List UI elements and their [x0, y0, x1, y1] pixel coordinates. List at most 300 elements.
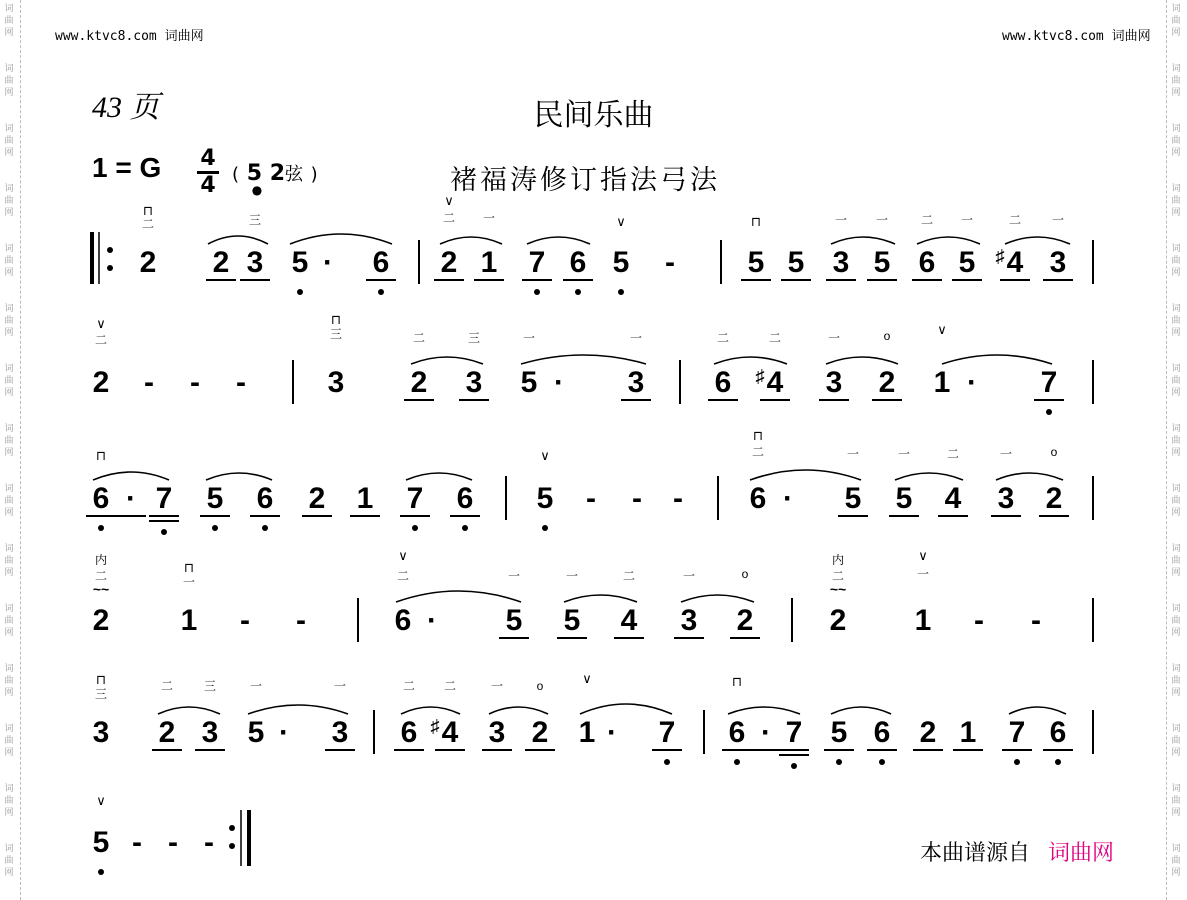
bow-mark: ⊓: [752, 428, 764, 443]
editor-credit: 褚福涛修订指法弓法: [450, 165, 720, 196]
dash-note: -: [665, 246, 675, 279]
dash-note: -: [144, 366, 154, 399]
note: 2: [308, 482, 326, 515]
fingering-mark: 一: [827, 331, 841, 345]
bow-mark: ⊓: [330, 312, 342, 327]
note: 5: [563, 604, 581, 637]
fingering-mark: 三: [203, 679, 217, 693]
note: 4: [944, 482, 962, 515]
note: 2: [829, 604, 847, 637]
note: 5: [844, 482, 862, 515]
note: 6: [456, 482, 474, 515]
watermark-char: 曲: [1171, 436, 1181, 446]
slur: [681, 595, 754, 602]
slur: [831, 237, 895, 244]
watermark-char: 词: [1171, 544, 1181, 554]
fingering-mark: 二: [946, 447, 960, 461]
watermark-char: 曲: [1171, 16, 1181, 26]
note: 2: [92, 366, 110, 399]
watermark-char: 曲: [4, 856, 14, 866]
dot-extension: ·: [279, 716, 289, 749]
bow-mark: ⊓: [731, 674, 743, 689]
slur: [396, 591, 521, 602]
fingering-mark: 三: [329, 327, 343, 341]
dot-extension: ·: [607, 716, 617, 749]
fingering-mark: 二: [442, 211, 456, 225]
watermark-char: 网: [1171, 688, 1181, 698]
bow-mark: ∨: [616, 214, 626, 229]
note: 3: [680, 604, 698, 637]
dot-extension: ·: [554, 366, 564, 399]
fingering-mark: 三: [467, 331, 481, 345]
watermark-char: 网: [1171, 28, 1181, 38]
trill-mark: ~~: [829, 581, 847, 597]
sharp-sign: ♯: [995, 246, 1005, 266]
dot-extension: ·: [967, 366, 977, 399]
bow-mark: ⊓: [95, 672, 107, 687]
note: 5: [536, 482, 554, 515]
fingering-mark: 一: [875, 213, 889, 227]
watermark-char: 网: [1171, 508, 1181, 518]
note: 1: [933, 366, 951, 399]
watermark-char: 曲: [4, 196, 14, 206]
octave-dot: [734, 759, 740, 765]
watermark-char: 曲: [1171, 196, 1181, 206]
watermark-char: 网: [4, 508, 14, 518]
fingering-mark: 二: [716, 331, 730, 345]
fingering-mark: 二: [141, 217, 155, 231]
note: 2: [410, 366, 428, 399]
dot-extension: ·: [126, 482, 136, 515]
note: 2: [158, 716, 176, 749]
fingering-mark: 一: [629, 331, 643, 345]
watermark-char: 网: [1171, 748, 1181, 758]
note: 3: [997, 482, 1015, 515]
octave-dot: [575, 289, 581, 295]
bow-mark: ∨: [918, 548, 928, 563]
watermark-char: 词: [4, 64, 14, 74]
watermark-char: 网: [4, 748, 14, 758]
dash-note: -: [586, 482, 596, 515]
fingering-mark: 一: [960, 213, 974, 227]
fingering-mark: 一: [916, 567, 930, 581]
note: 5: [247, 716, 265, 749]
octave-dot: [378, 289, 384, 295]
note: 6: [400, 716, 418, 749]
slur: [401, 707, 460, 714]
bow-mark: ∨: [540, 448, 550, 463]
slur: [750, 470, 861, 480]
octave-dot: [664, 759, 670, 765]
dash-note: -: [204, 826, 214, 859]
octave-dot: [297, 289, 303, 295]
watermark-char: 网: [1171, 808, 1181, 818]
watermark-char: 曲: [1171, 796, 1181, 806]
note: 7: [528, 246, 546, 279]
fingering-mark: 内: [94, 553, 108, 567]
watermark-char: 词: [1171, 424, 1181, 434]
fingering-mark: 二: [396, 569, 410, 583]
slur: [158, 707, 220, 714]
note: 5: [747, 246, 765, 279]
watermark-char: 词: [4, 604, 14, 614]
watermark-char: 网: [4, 388, 14, 398]
octave-dot: [412, 525, 418, 531]
dash-note: -: [168, 826, 178, 859]
fingering-mark: 二: [768, 331, 782, 345]
fingering-mark: 二: [160, 679, 174, 693]
watermark-char: 词: [4, 4, 14, 14]
fingering-mark: 一: [482, 211, 496, 225]
watermark-char: 网: [1171, 268, 1181, 278]
fingering-mark: o: [1050, 445, 1058, 459]
watermark-char: 网: [4, 148, 14, 158]
repeat-dot: [229, 825, 235, 831]
slur: [996, 473, 1063, 480]
fingering-mark: 二: [751, 445, 765, 459]
slur: [206, 473, 272, 480]
note: 1: [480, 246, 498, 279]
watermark-char: 曲: [4, 796, 14, 806]
octave-dot: [98, 525, 104, 531]
watermark-char: 词: [1171, 664, 1181, 674]
watermark-char: 曲: [1171, 136, 1181, 146]
watermark-char: 曲: [1171, 856, 1181, 866]
note: 2: [1045, 482, 1063, 515]
watermark-char: 曲: [4, 676, 14, 686]
fingering-mark: 二: [920, 213, 934, 227]
octave-dot: [462, 525, 468, 531]
fingering-mark: 一: [1051, 213, 1065, 227]
watermark-char: 曲: [4, 316, 14, 326]
note: 5: [958, 246, 976, 279]
repeat-dot: [107, 247, 113, 253]
bow-mark: ⊓: [142, 203, 154, 218]
watermark-char: 网: [1171, 868, 1181, 878]
note: 5: [895, 482, 913, 515]
fingering-mark: 二: [94, 569, 108, 583]
note: 3: [201, 716, 219, 749]
watermark-char: 曲: [1171, 316, 1181, 326]
watermark-char: 曲: [4, 16, 14, 26]
note: 4: [620, 604, 638, 637]
note: 2: [878, 366, 896, 399]
note: 5: [92, 826, 110, 859]
watermark-char: 网: [4, 268, 14, 278]
fingering-mark: 一: [249, 679, 263, 693]
watermark-char: 词: [4, 724, 14, 734]
watermark-char: 词: [1171, 724, 1181, 734]
slur: [489, 707, 548, 714]
watermark-char: 网: [4, 868, 14, 878]
watermark-char: 网: [4, 88, 14, 98]
slur: [406, 473, 472, 480]
note: 5: [505, 604, 523, 637]
note: 5: [787, 246, 805, 279]
note: 7: [406, 482, 424, 515]
note: 5: [612, 246, 630, 279]
note: 7: [785, 716, 803, 749]
watermark-char: 词: [4, 844, 14, 854]
watermark-char: 词: [1171, 364, 1181, 374]
fingering-mark: 一: [522, 331, 536, 345]
fingering-mark: 一: [834, 213, 848, 227]
dash-note: -: [974, 604, 984, 637]
watermark-char: 网: [4, 208, 14, 218]
slur: [917, 237, 980, 244]
octave-dot: [262, 525, 268, 531]
fingering-mark: 一: [682, 569, 696, 583]
fingering-mark: 二: [831, 569, 845, 583]
note: 4: [441, 716, 459, 749]
watermark-char: 曲: [4, 76, 14, 86]
note: 7: [1040, 366, 1058, 399]
key-signature: 1 = G: [92, 152, 162, 183]
tuning-unit: 弦: [285, 164, 303, 185]
dot-extension: ·: [323, 246, 333, 279]
fingering-mark: 一: [507, 569, 521, 583]
note: 1: [356, 482, 374, 515]
note: 1: [578, 716, 596, 749]
slur: [714, 357, 787, 364]
watermark-char: 曲: [4, 496, 14, 506]
slur: [831, 707, 891, 714]
note: 3: [488, 716, 506, 749]
note: 3: [825, 366, 843, 399]
watermark-char: 网: [1171, 388, 1181, 398]
watermark-char: 曲: [1171, 616, 1181, 626]
octave-dot: [542, 525, 548, 531]
fingering-mark: 一: [333, 679, 347, 693]
watermark-char: 曲: [1171, 256, 1181, 266]
slur: [290, 234, 392, 244]
watermark-char: 网: [4, 568, 14, 578]
watermark-char: 网: [4, 448, 14, 458]
note: 3: [331, 716, 349, 749]
note: 5: [291, 246, 309, 279]
watermark-char: 词: [1171, 124, 1181, 134]
watermark-char: 网: [1171, 88, 1181, 98]
dash-note: -: [132, 826, 142, 859]
slur: [1009, 707, 1066, 714]
fingering-mark: o: [536, 679, 544, 693]
tuning-close: ): [310, 164, 318, 185]
bow-mark: ∨: [582, 671, 592, 686]
note: 6: [1049, 716, 1067, 749]
note: 1: [959, 716, 977, 749]
note: 6: [873, 716, 891, 749]
fingering-mark: 三: [248, 213, 262, 227]
watermark-char: 词: [4, 544, 14, 554]
fingering-mark: o: [883, 329, 891, 343]
sharp-sign: ♯: [755, 366, 765, 386]
note: 2: [531, 716, 549, 749]
bow-mark: ∨: [96, 793, 106, 808]
note: 3: [327, 366, 345, 399]
fingering-mark: 一: [565, 569, 579, 583]
watermark-char: 曲: [4, 736, 14, 746]
watermark-char: 词: [4, 244, 14, 254]
octave-dot: [791, 763, 797, 769]
fingering-mark: 一: [490, 679, 504, 693]
source-credit: [920, 836, 1114, 867]
fingering-mark: 二: [94, 333, 108, 347]
sharp-sign: ♯: [430, 716, 440, 736]
trill-mark: ~~: [92, 581, 110, 597]
watermark-char: 曲: [4, 556, 14, 566]
fingering-mark: 二: [402, 679, 416, 693]
note: 1: [914, 604, 932, 637]
time-signature-bottom: 4: [200, 173, 216, 198]
watermark-char: 网: [1171, 148, 1181, 158]
repeat-dot: [107, 265, 113, 271]
note: 2: [139, 246, 157, 279]
fingering-mark: 二: [443, 679, 457, 693]
header-site-right[interactable]: www.ktvc8.com 词曲网: [1002, 29, 1151, 44]
bow-mark: ⊓: [750, 214, 762, 229]
note: 4: [1006, 246, 1024, 279]
fingering-mark: 三: [94, 687, 108, 701]
watermark-char: 词: [4, 304, 14, 314]
watermark-char: 曲: [4, 616, 14, 626]
note: 6: [728, 716, 746, 749]
watermark-char: 词: [4, 424, 14, 434]
slur: [580, 704, 672, 714]
watermark-char: 词: [4, 664, 14, 674]
watermark-char: 词: [1171, 184, 1181, 194]
dot-extension: ·: [783, 482, 793, 515]
watermark-char: 网: [1171, 568, 1181, 578]
watermark-char: 词: [1171, 604, 1181, 614]
watermark-char: 曲: [1171, 376, 1181, 386]
source-text: 本曲谱源自: [920, 841, 1031, 866]
note: 5: [520, 366, 538, 399]
watermark-char: 曲: [4, 136, 14, 146]
octave-dot: [1046, 409, 1052, 415]
dash-note: -: [236, 366, 246, 399]
repeat-dot: [229, 843, 235, 849]
slur: [521, 355, 646, 364]
watermark-char: 曲: [1171, 736, 1181, 746]
watermark-char: 词: [1171, 64, 1181, 74]
dash-note: -: [673, 482, 683, 515]
fingering-mark: 一: [897, 447, 911, 461]
fingering-mark: o: [741, 567, 749, 581]
fingering-mark: 二: [1008, 213, 1022, 227]
octave-dot: [879, 759, 885, 765]
slur: [440, 237, 502, 244]
note: 2: [919, 716, 937, 749]
watermark-char: 曲: [1171, 496, 1181, 506]
slur: [1005, 237, 1070, 244]
watermark-char: 词: [4, 124, 14, 134]
note: 3: [92, 716, 110, 749]
note: 7: [1008, 716, 1026, 749]
watermark-char: 词: [1171, 484, 1181, 494]
note: 5: [830, 716, 848, 749]
note: 3: [1049, 246, 1067, 279]
watermark-char: 曲: [4, 436, 14, 446]
tuning-low: 5 ●: [246, 161, 263, 197]
note: 6: [256, 482, 274, 515]
fingering-mark: 一: [999, 447, 1013, 461]
slur: [942, 355, 1052, 364]
slur: [411, 357, 483, 364]
note: 2: [440, 246, 458, 279]
tuning-open: (: [232, 164, 240, 185]
slur: [826, 357, 898, 364]
dash-note: -: [240, 604, 250, 637]
watermark-char: 曲: [1171, 676, 1181, 686]
note: 2: [212, 246, 230, 279]
note: 6: [714, 366, 732, 399]
fingering-mark: 一: [182, 575, 196, 589]
note: 6: [749, 482, 767, 515]
slur: [527, 237, 590, 244]
dash-note: -: [632, 482, 642, 515]
note: 2: [92, 604, 110, 637]
note: 4: [766, 366, 784, 399]
page-number: 43 页: [92, 91, 160, 124]
watermark-char: 曲: [4, 376, 14, 386]
bow-mark: ∨: [444, 193, 454, 208]
watermark-char: 词: [1171, 844, 1181, 854]
note: 7: [155, 482, 173, 515]
fingering-mark: 二: [412, 331, 426, 345]
watermark-char: 词: [1171, 4, 1181, 14]
note: 5: [206, 482, 224, 515]
dash-note: -: [296, 604, 306, 637]
score-title: 民间乐曲: [533, 98, 654, 133]
note: 6: [394, 604, 412, 637]
watermark-char: 词: [4, 784, 14, 794]
bow-mark: ∨: [398, 548, 408, 563]
watermark-char: 网: [4, 628, 14, 638]
watermark-char: 词: [4, 184, 14, 194]
octave-dot: [212, 525, 218, 531]
note: 3: [832, 246, 850, 279]
watermark-char: 网: [4, 688, 14, 698]
watermark-char: 网: [1171, 208, 1181, 218]
bow-mark: ⊓: [183, 560, 195, 575]
slur: [93, 472, 169, 480]
note: 6: [372, 246, 390, 279]
slur: [248, 705, 348, 714]
dash-note: -: [190, 366, 200, 399]
watermark-char: 词: [1171, 304, 1181, 314]
watermark-char: 词: [4, 484, 14, 494]
octave-dot: [161, 529, 167, 535]
octave-dot: [618, 289, 624, 295]
watermark-char: 网: [4, 808, 14, 818]
note: 6: [569, 246, 587, 279]
bow-mark: ∨: [937, 322, 947, 337]
note: 3: [246, 246, 264, 279]
dot-extension: ·: [427, 604, 437, 637]
source-brand-link[interactable]: 词曲网: [1048, 841, 1115, 866]
bow-mark: ⊓: [95, 448, 107, 463]
header-site-left[interactable]: www.ktvc8.com 词曲网: [55, 29, 204, 44]
note: 5: [873, 246, 891, 279]
slur: [895, 473, 963, 480]
octave-dot: [98, 869, 104, 875]
slur: [208, 236, 268, 244]
dot-extension: ·: [761, 716, 771, 749]
watermark-char: 网: [4, 28, 14, 38]
tuning-high: 2: [269, 161, 285, 186]
dash-note: -: [1031, 604, 1041, 637]
watermark-char: 曲: [1171, 556, 1181, 566]
